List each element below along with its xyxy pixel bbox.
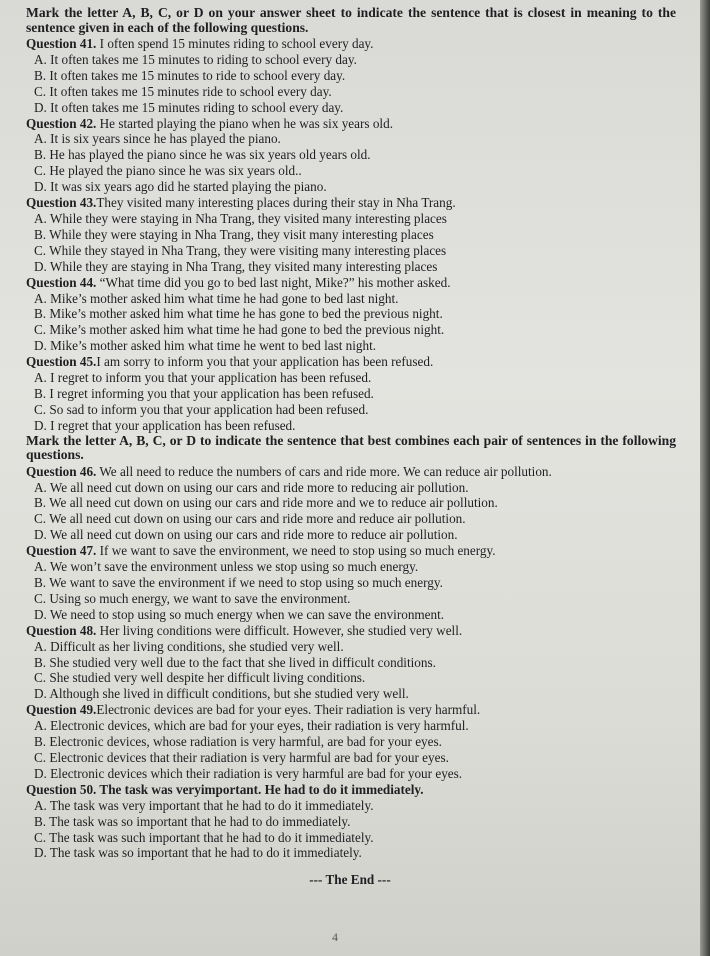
option-b: B. Electronic devices, whose radiation is very harmful, are bad for your eyes. [34, 734, 442, 750]
option-d: D. It was six years ago did he started playing the piano. [34, 179, 327, 195]
question-49 [0, 702, 700, 782]
option-a: A. While they were staying in Nha Trang, they visited many interesting places [34, 210, 447, 226]
question-stem: Question 46. We all need to reduce the numbers of cars and ride more. We can reduce air pollution. [26, 463, 552, 479]
option-b: B. It often takes me 15 minutes to ride to school every day. [34, 67, 346, 83]
option-a: A. Mike’s mother asked him what time he had gone to bed last night. [34, 290, 399, 306]
option-d: D. Electronic devices which their radiation is very harmful are bad for your eyes. [34, 765, 463, 781]
page-edge-shadow [700, 0, 710, 956]
question-stem: Question 43.They visited many interesting places during their stay in Nha Trang. [26, 195, 456, 211]
option-c: C. While they stayed in Nha Trang, they were visiting many interesting places [34, 242, 447, 258]
end-marker: --- The End --- [309, 872, 391, 887]
option-b: B. We all need cut down on using our cars and ride more and we to reduce air pollution. [34, 495, 498, 511]
option-c: C. So sad to inform you that your application had been refused. [34, 401, 369, 417]
option-a: A. We won’t save the environment unless we stop using so much energy. [34, 559, 419, 575]
option-c: C. Using so much energy, we want to save the environment. [34, 590, 351, 606]
question-47 [0, 543, 700, 623]
question-43 [0, 195, 700, 275]
option-c: C. Mike’s mother asked him what time he had gone to bed the previous night. [34, 322, 445, 338]
question-stem: Question 47. If we want to save the environment, we need to stop using so much energy. [26, 543, 496, 559]
option-c: C. It often takes me 15 minutes ride to school every day. [34, 83, 332, 99]
question-44 [0, 275, 700, 355]
option-d: D. While they are staying in Nha Trang, they visited many interesting places [34, 258, 438, 274]
option-d: D. We all need cut down on using our cars and ride more to reduce air pollution. [34, 527, 458, 543]
option-c: C. She studied very well despite her difficult living conditions. [34, 670, 366, 686]
question-46 [0, 464, 700, 544]
option-a: A. Electronic devices, which are bad for your eyes, their radiation is very harmful. [34, 718, 469, 734]
question-41 [0, 36, 700, 116]
option-a: A. We all need cut down on using our cars and ride more to reducing air pollution. [34, 479, 469, 495]
page-number: 4 [332, 930, 338, 944]
option-b: B. While they were staying in Nha Trang, they visit many interesting places [34, 226, 434, 242]
option-a: A. It is six years since he has played the piano. [34, 131, 281, 147]
option-d: D. I regret that your application has been refused. [34, 417, 296, 433]
question-42 [0, 116, 700, 196]
option-a: A. The task was very important that he had to do it immediately. [34, 797, 374, 813]
option-a: A. It often takes me 15 minutes to riding to school every day. [34, 51, 357, 67]
option-b: B. He has played the piano since he was six years old years old. [34, 147, 371, 163]
question-50 [0, 782, 700, 862]
option-c: C. The task was such important that he had to do it immediately. [34, 829, 374, 845]
option-b: B. We want to save the environment if we need to stop using so much energy. [34, 575, 443, 590]
question-stem: Question 41. I often spend 15 minutes riding to school every day. [26, 36, 374, 51]
question-stem: Question 45.I am sorry to inform you that your application has been refused. [26, 354, 434, 370]
instruction-1: Mark the letter A, B, C, or D on your answer sheet to indicate the sentence that is closest in meaning to the sentence given in each of the following questions. [26, 5, 676, 35]
question-stem: Question 44. “What time did you go to bed last night, Mike?” his mother asked. [26, 274, 451, 290]
instruction-2: Mark the letter A, B, C, or D to indicate the sentence that best combines each pair of sentences in the following questions. [26, 432, 676, 463]
question-45 [0, 354, 700, 434]
option-c: C. We all need cut down on using our cars and ride more and reduce air pollution. [34, 511, 466, 527]
option-b: B. Mike’s mother asked him what time he has gone to bed the previous night. [34, 306, 443, 322]
question-stem: Question 49.Electronic devices are bad for your eyes. Their radiation is very harmful. [26, 702, 481, 718]
option-d: D. The task was so important that he had to do it immediately. [34, 845, 362, 861]
option-d: D. Mike’s mother asked him what time he went to bed last night. [34, 338, 377, 354]
question-stem: Question 48. Her living conditions were difficult. However, she studied very well. [26, 622, 463, 638]
option-b: B. The task was so important that he had to do immediately. [34, 813, 351, 829]
option-a: A. I regret to inform you that your application has been refused. [34, 370, 372, 386]
question-stem: Question 42. He started playing the piano when he was six years old. [26, 115, 393, 131]
option-b: B. She studied very well due to the fact that she lived in difficult conditions. [34, 654, 436, 670]
question-stem: Question 50. The task was veryimportant. He had to do it immediately. [26, 781, 424, 797]
option-d: D. Although she lived in difficult conditions, but she studied very well. [34, 686, 409, 702]
option-d: D. It often takes me 15 minutes riding to school every day. [34, 99, 344, 115]
option-a: A. Difficult as her living conditions, she studied very well. [34, 638, 344, 654]
option-d: D. We need to stop using so much energy when we can save the environment. [34, 606, 445, 622]
option-c: C. He played the piano since he was six years old.. [34, 163, 302, 179]
option-c: C. Electronic devices that their radiation is very harmful are bad for your eyes. [34, 749, 449, 765]
option-b: B. I regret informing you that your application has been refused. [34, 385, 374, 401]
question-48 [0, 623, 700, 703]
